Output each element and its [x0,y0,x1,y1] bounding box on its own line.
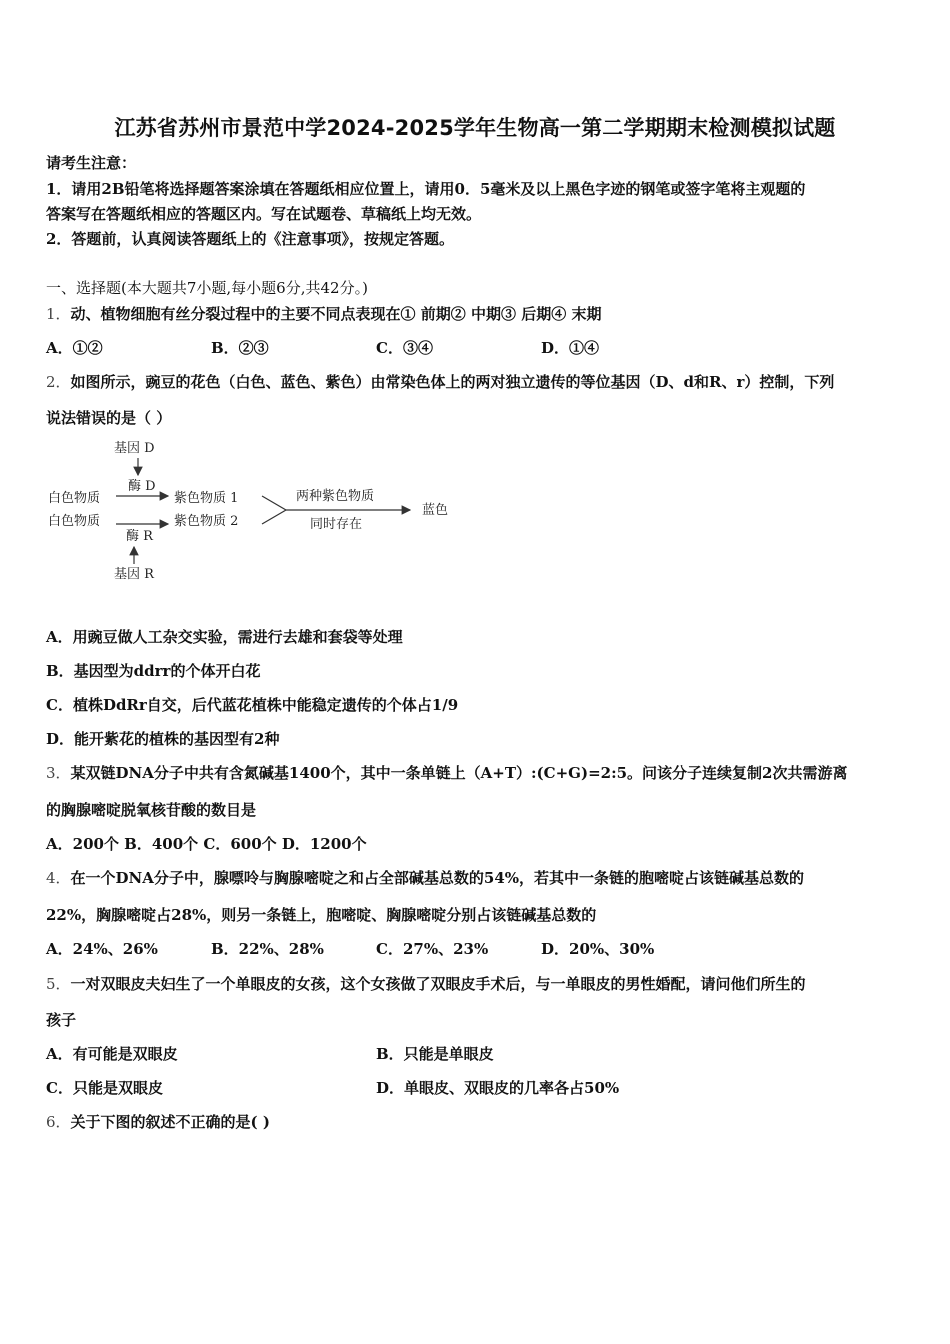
q5-option-d: D．单眼皮、双眼皮的几率各占50% [376,1079,620,1097]
q2-option-a: A．用豌豆做人工杂交实验，需进行去雄和套袋等处理 [46,628,403,646]
q1-option-b: B．②③ [211,339,269,357]
blue-label: 蓝色 [422,503,449,518]
question-number: 4． [46,869,71,887]
q1-option-a: A．①② [46,339,103,357]
q2-option-c: C．植株DdRr自交，后代蓝花植株中能稳定遗传的个体占1/9 [46,696,459,714]
white-substance-2: 白色物质 [48,514,101,529]
question-3-line-1 [46,762,848,783]
question-2-line-1 [46,371,834,392]
q3-options: A．200个 B．400个 C．600个 D．1200个 [46,835,367,853]
q4-option-c: C．27%、23% [376,940,489,958]
two-purple-label: 两种紫色物质 [296,489,375,504]
q4-option-d: D．20%、30% [541,940,655,958]
question-2-line-2: 说法错误的是（ ） [46,409,172,427]
merge-bracket [262,496,286,524]
question-stem: 在一个DNA分子中，腺嘌呤与胸腺嘧啶之和占全部碱基总数的54%，若其中一条链的胞嘧啶占该链碱基总数的 [70,869,805,887]
question-stem: 一对双眼皮夫妇生了一个单眼皮的女孩，这个女孩做了双眼皮手术后，与一单眼皮的男性婚配，请问他们所生的 [70,975,806,993]
q5-option-a: A．有可能是双眼皮 [46,1045,178,1063]
question-number: 5． [46,975,71,993]
question-number: 2． [46,373,71,391]
q4-option-a: A．24%、26% [46,940,158,958]
section-heading: 一、选择题(本大题共7小题,每小题6分,共42分。) [46,279,368,297]
q5-option-c: C．只能是双眼皮 [46,1079,163,1097]
q2-option-d: D．能开紫花的植株的基因型有2种 [46,730,280,748]
q2-option-b: B．基因型为ddrr的个体开白花 [46,662,261,680]
question-number: 6． [46,1113,71,1131]
pathway-diagram [40,432,480,592]
question-stem: 如图所示，豌豆的花色（白色、蓝色、紫色）由常染色体上的两对独立遗传的等位基因（D、d和R、r）控制，下列 [70,373,835,391]
coexist-label: 同时存在 [310,517,363,532]
question-1 [46,303,601,324]
white-substance-1: 白色物质 [48,491,101,506]
question-number: 1． [46,305,71,323]
page-title: 江苏省苏州市景范中学2024-2025学年生物高一第二学期期末检测模拟试题 [114,116,836,140]
question-stem: 动、植物细胞有丝分裂过程中的主要不同点表现在① 前期② 中期③ 后期④ 末期 [70,305,602,323]
q1-option-d: D．①④ [541,339,600,357]
gene-d-label: 基因 D [114,441,155,456]
notice-item-1-line-2: 答案写在答题纸相应的答题区内。写在试题卷、草稿纸上均无效。 [46,205,482,223]
question-5-line-1 [46,973,806,994]
q4-option-b: B．22%、28% [211,940,324,958]
enzyme-d-label: 酶 D [128,479,156,494]
question-stem: 某双链DNA分子中共有含氮碱基1400个，其中一条单链上（A+T）:(C+G)=2:5。问该分子连续复制2次共需游离 [70,764,848,782]
question-number: 3． [46,764,71,782]
question-6 [46,1111,270,1132]
q1-option-c: C．③④ [376,339,433,357]
q5-option-b: B．只能是单眼皮 [376,1045,494,1063]
question-3-line-2: 的胸腺嘧啶脱氧核苷酸的数目是 [46,801,257,819]
question-stem: 关于下图的叙述不正确的是( ) [70,1113,270,1131]
question-4-line-1 [46,867,804,888]
enzyme-r-label: 酶 R [126,529,153,544]
notice-item-1-line-1: 1．请用2B铅笔将选择题答案涂填在答题纸相应位置上，请用0．5毫米及以上黑色字迹的钢笔或签字笔将主观题的 [46,180,806,198]
purple-substance-2: 紫色物质 2 [174,514,239,529]
question-4-line-2: 22%，胸腺嘧啶占28%，则另一条链上，胞嘧啶、胸腺嘧啶分别占该链碱基总数的 [46,906,597,924]
notice-item-2: 2．答题前，认真阅读答题纸上的《注意事项》，按规定答题。 [46,230,454,248]
notice-heading: 请考生注意： [46,154,137,172]
question-5-line-2: 孩子 [46,1011,77,1029]
purple-substance-1: 紫色物质 1 [174,491,239,506]
gene-r-label: 基因 R [114,567,154,582]
